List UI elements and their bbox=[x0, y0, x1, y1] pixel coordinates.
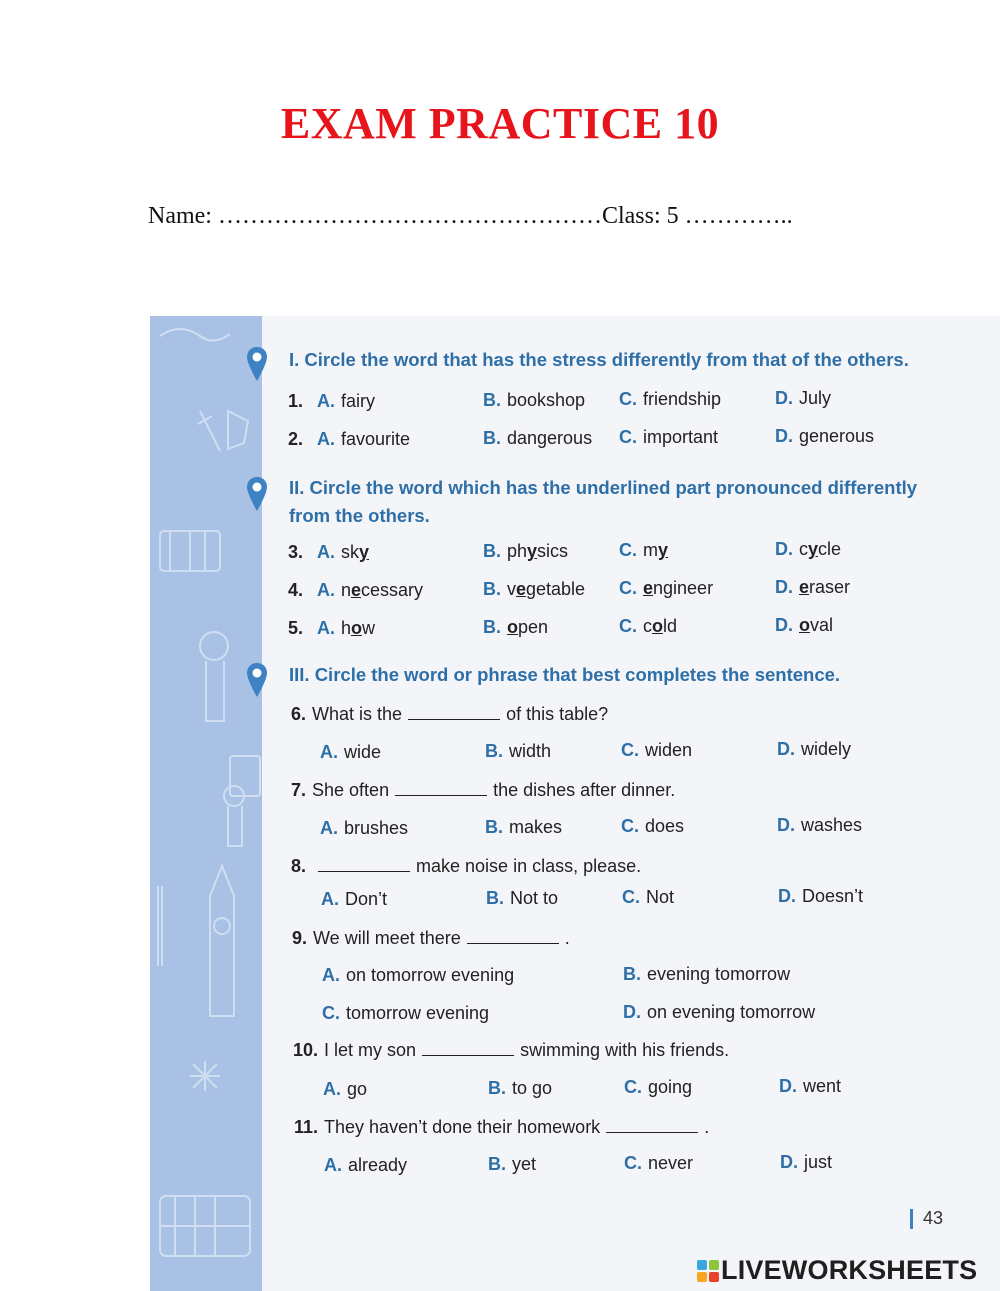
question-10-stem: 10. I let my son swimming with his friends. bbox=[293, 1040, 730, 1060]
question-4-number: 4. bbox=[288, 580, 304, 600]
question-11-stem: 11. They haven’t done their homework . bbox=[294, 1117, 710, 1137]
q3-option-c[interactable]: C. my bbox=[619, 540, 669, 560]
location-pin-icon bbox=[246, 346, 268, 382]
section-3-heading: III. Circle the word or phrase that best completes the sentence. bbox=[289, 664, 841, 685]
answer-blank[interactable] bbox=[467, 929, 559, 944]
section-2-heading: II. Circle the word which has the underlined part pronounced differently from the others. bbox=[289, 477, 918, 526]
q5-option-a[interactable]: A. how bbox=[317, 618, 376, 638]
question-7-stem: 7. She often the dishes after dinner. bbox=[291, 780, 676, 800]
q9-option-d[interactable]: D. on evening tomorrow bbox=[623, 1002, 816, 1022]
answer-blank[interactable] bbox=[422, 1041, 514, 1056]
q5-option-c[interactable]: C. cold bbox=[619, 616, 678, 636]
q2-option-d[interactable]: D. generous bbox=[775, 426, 875, 446]
q10-option-d[interactable]: D. went bbox=[779, 1076, 842, 1096]
q4-option-a[interactable]: A. necessary bbox=[317, 580, 424, 600]
q11-option-b[interactable]: B. yet bbox=[488, 1154, 537, 1174]
q11-option-d[interactable]: D. just bbox=[780, 1152, 833, 1172]
q10-option-c[interactable]: C. going bbox=[624, 1077, 693, 1097]
q2-option-b[interactable]: B. dangerous bbox=[483, 428, 593, 448]
question-8-stem: 8. make noise in class, please. bbox=[291, 856, 642, 876]
logo-tile bbox=[697, 1272, 707, 1282]
q2-option-a[interactable]: A. favourite bbox=[317, 429, 411, 449]
q1-option-b[interactable]: B. bookshop bbox=[483, 390, 586, 410]
q2-option-c[interactable]: C. important bbox=[619, 427, 719, 447]
q7-option-b[interactable]: B. makes bbox=[485, 817, 563, 837]
answer-blank[interactable] bbox=[408, 705, 500, 720]
q8-option-d[interactable]: D. Doesn’t bbox=[778, 886, 864, 906]
q6-option-a[interactable]: A. wide bbox=[320, 742, 382, 762]
q8-option-c[interactable]: C. Not bbox=[622, 887, 675, 907]
q3-option-d[interactable]: D. cycle bbox=[775, 539, 842, 559]
liveworksheets-logo bbox=[697, 1255, 977, 1286]
page-number: 43 bbox=[910, 1208, 943, 1229]
page-title: EXAM PRACTICE 10 bbox=[280, 99, 720, 148]
q7-option-c[interactable]: C. does bbox=[621, 816, 685, 836]
q10-option-a[interactable]: A. go bbox=[323, 1079, 368, 1099]
location-pin-icon bbox=[246, 662, 268, 698]
q5-option-b[interactable]: B. open bbox=[483, 617, 549, 637]
q11-option-c[interactable]: C. never bbox=[624, 1153, 694, 1173]
q1-option-c[interactable]: C. friendship bbox=[619, 389, 722, 409]
name-class-line: Name: …………………………………………Class: 5 ………….. bbox=[148, 203, 793, 229]
q3-option-a[interactable]: A. sky bbox=[317, 542, 370, 562]
q4-option-d[interactable]: D. eraser bbox=[775, 577, 851, 597]
brand-name: LIVEWORKSHEETS bbox=[721, 1255, 978, 1285]
answer-blank[interactable] bbox=[318, 857, 410, 872]
q6-option-c[interactable]: C. widen bbox=[621, 740, 693, 760]
logo-tiles-icon bbox=[697, 1260, 719, 1282]
answer-blank[interactable] bbox=[395, 781, 487, 796]
section-1-heading: I. Circle the word that has the stress differently from that of the others. bbox=[289, 349, 909, 370]
q1-option-a[interactable]: A. fairy bbox=[317, 391, 376, 411]
q9-option-b[interactable]: B. evening tomorrow bbox=[623, 964, 791, 984]
question-1-number: 1. bbox=[288, 391, 304, 411]
q4-option-b[interactable]: B. vegetable bbox=[483, 579, 586, 599]
q9-option-c[interactable]: C. tomorrow evening bbox=[322, 1003, 490, 1023]
q7-option-a[interactable]: A. brushes bbox=[320, 818, 409, 838]
q11-option-a[interactable]: A. already bbox=[324, 1155, 408, 1175]
q4-option-c[interactable]: C. engineer bbox=[619, 578, 714, 598]
answer-blank[interactable] bbox=[606, 1118, 698, 1133]
textbook-page-scan bbox=[150, 316, 1000, 1291]
question-5-number: 5. bbox=[288, 618, 304, 638]
q8-option-a[interactable]: A. Don’t bbox=[321, 889, 388, 909]
q6-option-b[interactable]: B. width bbox=[485, 741, 552, 761]
location-pin-icon bbox=[246, 476, 268, 512]
logo-tile bbox=[709, 1260, 719, 1270]
q7-option-d[interactable]: D. washes bbox=[777, 815, 863, 835]
q8-option-b[interactable]: B. Not to bbox=[486, 888, 559, 908]
q10-option-b[interactable]: B. to go bbox=[488, 1078, 553, 1098]
question-9-stem: 9. We will meet there . bbox=[292, 928, 570, 948]
q5-option-d[interactable]: D. oval bbox=[775, 615, 834, 635]
logo-tile bbox=[709, 1272, 719, 1282]
question-3-number: 3. bbox=[288, 542, 304, 562]
q9-option-a[interactable]: A. on tomorrow evening bbox=[322, 965, 515, 985]
question-2-number: 2. bbox=[288, 429, 304, 449]
logo-tile bbox=[697, 1260, 707, 1270]
q6-option-d[interactable]: D. widely bbox=[777, 739, 852, 759]
question-6-stem: 6. What is the of this table? bbox=[291, 704, 609, 724]
q3-option-b[interactable]: B. physics bbox=[483, 541, 569, 561]
q1-option-d[interactable]: D. July bbox=[775, 388, 832, 408]
